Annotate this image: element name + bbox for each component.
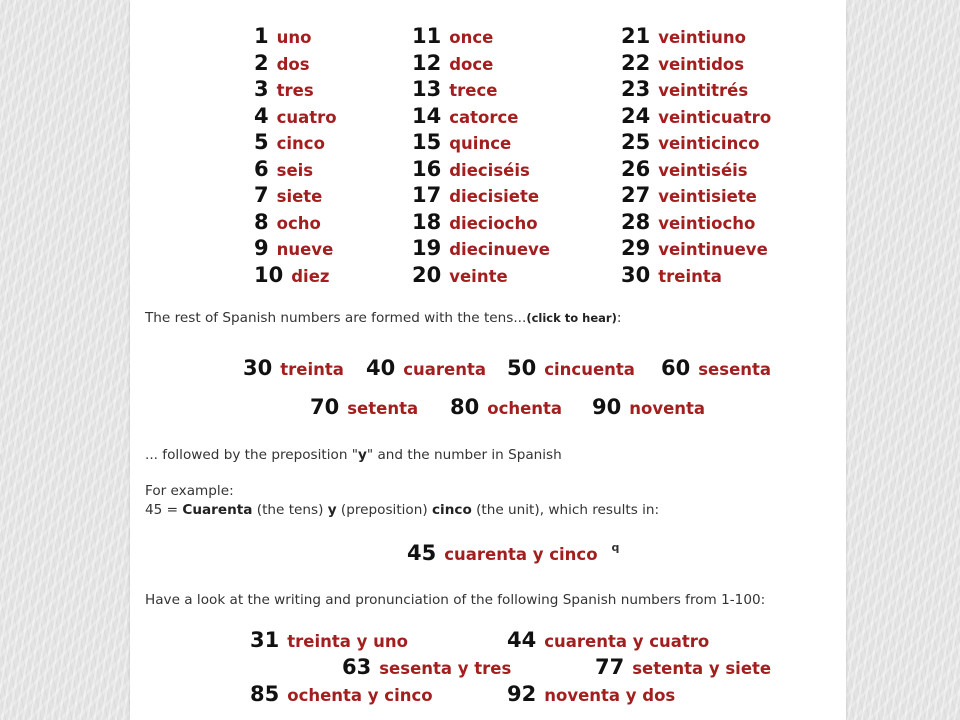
number-word: ochenta — [487, 399, 563, 418]
number-entry — [412, 129, 550, 156]
example-unit-note: (the unit), which results in: — [471, 502, 660, 518]
number-digits: 50 — [507, 356, 537, 380]
number-word: veintiocho — [658, 213, 756, 233]
number-word: ocho — [276, 213, 321, 233]
number-digits: 12 — [412, 50, 442, 75]
number-word: ochenta y cinco — [287, 686, 433, 705]
number-word: cuarenta y cinco — [444, 545, 598, 564]
number-digits: 31 — [250, 628, 280, 652]
number-word: doce — [449, 54, 494, 74]
example-unit-word: cinco — [432, 502, 472, 518]
numbers-column-11-to-20 — [412, 23, 550, 288]
number-entry — [621, 156, 771, 183]
number-digits: 6 — [254, 156, 269, 181]
number-word: veintidos — [658, 54, 745, 74]
audio-mark[interactable]: q — [611, 541, 620, 554]
number-digits: 30 — [621, 262, 651, 287]
tens-intro-text — [145, 309, 621, 327]
number-word: tres — [276, 81, 314, 100]
practice-entry — [250, 627, 408, 653]
number-entry — [254, 23, 337, 50]
content-panel — [130, 0, 846, 720]
number-word: nueve — [276, 240, 334, 259]
number-digits: 92 — [507, 682, 537, 706]
example-label: For example: — [145, 483, 234, 499]
tens-entry — [507, 355, 635, 381]
number-digits: 70 — [310, 395, 340, 419]
preposition-note-before: ... followed by the preposition " — [145, 447, 359, 463]
preposition-note — [145, 446, 562, 464]
number-word: uno — [276, 28, 312, 47]
number-digits: 13 — [412, 77, 442, 101]
number-word: dieciséis — [449, 160, 530, 180]
number-word: cinco — [276, 134, 325, 153]
number-digits: 1 — [254, 24, 269, 48]
number-digits: 5 — [254, 130, 269, 154]
tens-entry — [366, 355, 486, 381]
number-word: cuatro — [276, 107, 337, 127]
number-digits: 60 — [661, 356, 691, 380]
numbers-column-21-to-30 — [621, 23, 771, 288]
example-lead: 45 = — [145, 502, 183, 518]
number-word: diecinueve — [449, 240, 550, 259]
tens-entry — [243, 355, 344, 381]
number-word: veinte — [449, 266, 508, 286]
number-digits: 45 — [407, 541, 437, 565]
number-entry — [621, 235, 771, 262]
number-digits: 77 — [595, 655, 625, 679]
practice-entry — [595, 654, 771, 680]
click-to-hear-link[interactable]: (click to hear) — [526, 311, 617, 325]
number-word: noventa — [629, 399, 706, 418]
number-entry — [621, 182, 771, 209]
number-word: veintiséis — [658, 160, 748, 180]
number-digits: 28 — [621, 209, 651, 234]
tens-entry — [592, 394, 705, 420]
number-entry — [254, 182, 337, 209]
example-tens-note: (the tens) — [252, 502, 328, 518]
number-entry — [254, 209, 337, 236]
number-entry — [254, 50, 337, 77]
number-entry — [254, 262, 337, 289]
number-entry — [412, 262, 550, 289]
practice-entry — [507, 627, 709, 653]
tens-entry — [450, 394, 562, 420]
number-word: dieciocho — [449, 213, 538, 233]
number-entry — [412, 50, 550, 77]
number-digits: 17 — [412, 183, 442, 207]
number-digits: 44 — [507, 628, 537, 652]
number-entry — [621, 209, 771, 236]
number-word: siete — [276, 187, 323, 206]
number-word: veintitrés — [658, 81, 749, 100]
number-word: treinta y uno — [287, 632, 408, 651]
number-digits: 21 — [621, 24, 651, 48]
number-word: seis — [276, 160, 314, 180]
number-digits: 40 — [366, 356, 396, 380]
number-digits: 27 — [621, 183, 651, 207]
tens-entry — [661, 355, 771, 381]
number-word: treinta — [658, 266, 722, 286]
example-result — [407, 540, 619, 566]
example-tens-word: Cuarenta — [182, 502, 253, 518]
number-entry — [412, 156, 550, 183]
number-digits: 10 — [254, 262, 284, 287]
number-word: setenta y siete — [632, 659, 772, 678]
number-digits: 9 — [254, 236, 269, 260]
number-digits: 2 — [254, 50, 269, 75]
number-word: veintisiete — [658, 187, 757, 206]
tens-intro-sentence: The rest of Spanish numbers are formed with the tens... — [145, 310, 527, 326]
number-word: noventa y dos — [544, 686, 676, 705]
number-digits: 25 — [621, 130, 651, 154]
tens-intro-colon: : — [616, 310, 622, 326]
number-digits: 15 — [412, 130, 442, 154]
number-word: treinta — [280, 360, 344, 379]
number-digits: 7 — [254, 183, 269, 207]
number-digits: 18 — [412, 209, 442, 234]
number-digits: 29 — [621, 236, 651, 260]
number-entry — [621, 76, 771, 103]
number-word: cuarenta — [403, 360, 486, 379]
number-word: setenta — [347, 399, 419, 418]
number-digits: 14 — [412, 103, 442, 128]
number-word: sesenta y tres — [379, 659, 512, 678]
number-word: veintiuno — [658, 28, 746, 47]
preposition-note-after: " and the number in Spanish — [366, 447, 562, 463]
practice-intro: Have a look at the writing and pronunciation of the following Spanish numbers from 1-100: — [145, 592, 766, 608]
practice-entry — [250, 681, 433, 707]
number-entry — [621, 50, 771, 77]
number-entry — [254, 76, 337, 103]
number-digits: 22 — [621, 50, 651, 75]
practice-entry — [342, 654, 511, 680]
example-explanation — [145, 501, 659, 519]
numbers-column-1-to-10 — [254, 23, 337, 288]
number-entry — [412, 235, 550, 262]
number-digits: 4 — [254, 103, 269, 128]
number-word: diecisiete — [449, 187, 540, 206]
example-preposition: y — [327, 502, 337, 518]
tens-entry — [310, 394, 418, 420]
number-word: veinticinco — [658, 134, 760, 153]
number-entry — [412, 23, 550, 50]
number-word: diez — [291, 266, 330, 286]
number-digits: 11 — [412, 24, 442, 48]
number-entry — [254, 103, 337, 130]
number-digits: 63 — [342, 655, 372, 679]
number-entry — [254, 235, 337, 262]
number-entry — [621, 262, 771, 289]
number-digits: 24 — [621, 103, 651, 128]
number-word: dos — [276, 54, 310, 74]
number-digits: 3 — [254, 77, 269, 101]
number-word: once — [449, 28, 494, 47]
number-digits: 80 — [450, 395, 480, 419]
example-preposition-note: (preposition) — [336, 502, 432, 518]
number-entry — [621, 103, 771, 130]
number-word: trece — [449, 81, 498, 100]
number-word: veinticuatro — [658, 107, 772, 127]
number-digits: 23 — [621, 77, 651, 101]
number-digits: 90 — [592, 395, 622, 419]
number-digits: 20 — [412, 262, 442, 287]
number-word: cincuenta — [544, 360, 635, 379]
number-entry — [621, 23, 771, 50]
number-entry — [412, 103, 550, 130]
number-entry — [412, 76, 550, 103]
number-digits: 30 — [243, 356, 273, 380]
number-entry — [621, 129, 771, 156]
number-digits: 19 — [412, 236, 442, 260]
number-entry — [254, 156, 337, 183]
number-entry — [412, 182, 550, 209]
practice-entry — [507, 681, 675, 707]
number-word: cuarenta y cuatro — [544, 632, 710, 651]
number-word: quince — [449, 134, 512, 153]
number-word: catorce — [449, 107, 519, 127]
number-digits: 16 — [412, 156, 442, 181]
number-entry — [254, 129, 337, 156]
number-digits: 26 — [621, 156, 651, 181]
number-digits: 8 — [254, 209, 269, 234]
number-word: sesenta — [698, 360, 772, 379]
number-entry — [412, 209, 550, 236]
number-digits: 85 — [250, 682, 280, 706]
preposition-y: y — [358, 447, 367, 463]
number-word: veintinueve — [658, 240, 768, 259]
